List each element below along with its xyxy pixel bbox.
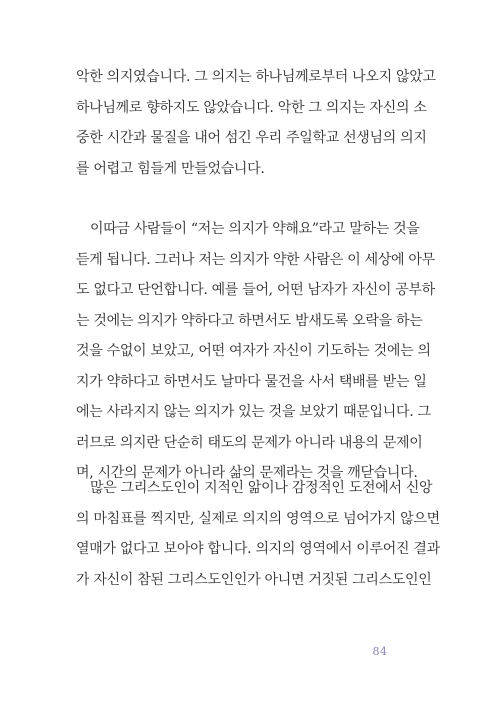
paragraph-line: 는 것에는 의지가 약하다고 하면서도 밤새도록 오락을 하는 [76, 312, 423, 329]
page-number: 84 [372, 645, 388, 658]
paragraph-line: 악한 의지였습니다. 그 의지는 하나님께로부터 나오지 않았고 [76, 69, 436, 85]
paragraph-line: 러므로 의지란 단순히 태도의 문제가 아니라 내용의 문제이 [76, 434, 423, 451]
paragraph-line: 에는 사라지지 않는 의지가 있는 것을 보았기 때문입니다. 그 [76, 404, 431, 420]
paragraph-line: 도 없다고 단언합니다. 예를 들어, 어떤 남자가 자신이 공부하 [76, 282, 435, 298]
paragraph-line: 며, 시간의 문제가 아니라 삶의 문제라는 것을 깨닫습니다. [76, 465, 418, 481]
paragraph-line: 것을 수없이 보았고, 어떤 여자가 자신이 기도하는 것에는 의 [76, 343, 431, 359]
paragraph-line: 열매가 없다고 보아야 합니다. 의지의 영역에서 이루어진 결과 [76, 541, 440, 557]
paragraph-line: 하나님께로 향하지도 않았습니다. 악한 그 의지는 자신의 소 [76, 99, 427, 116]
paragraph-line: 지가 약하다고 하면서도 날마다 물건을 사서 택배를 받는 일 [76, 373, 427, 390]
paragraph-line: 가 자신이 참된 그리스도인인가 아니면 거짓된 그리스도인인 [76, 571, 432, 588]
paragraph-line: 많은 그리스도인이 지적인 앎이나 감정적인 도전에서 신앙 [90, 480, 433, 496]
paragraph-line: 를 어렵고 힘들게 만들었습니다. [76, 160, 265, 177]
paragraph-line: 중한 시간과 물질을 내어 섬긴 우리 주일학교 선생님의 의지 [76, 130, 427, 146]
paragraph-line: 이따금 사람들이 “저는 의지가 약해요”라고 말하는 것을 [90, 221, 420, 237]
paragraph-2 [76, 214, 435, 489]
paragraph-1 [76, 62, 436, 184]
paragraph-line: 의 마침표를 찍지만, 실제로 의지의 영역으로 넘어가지 않으면 [76, 510, 440, 527]
paragraph-line: 듣게 됩니다. 그러나 저는 의지가 약한 사람은 이 세상에 아무 [76, 251, 435, 268]
